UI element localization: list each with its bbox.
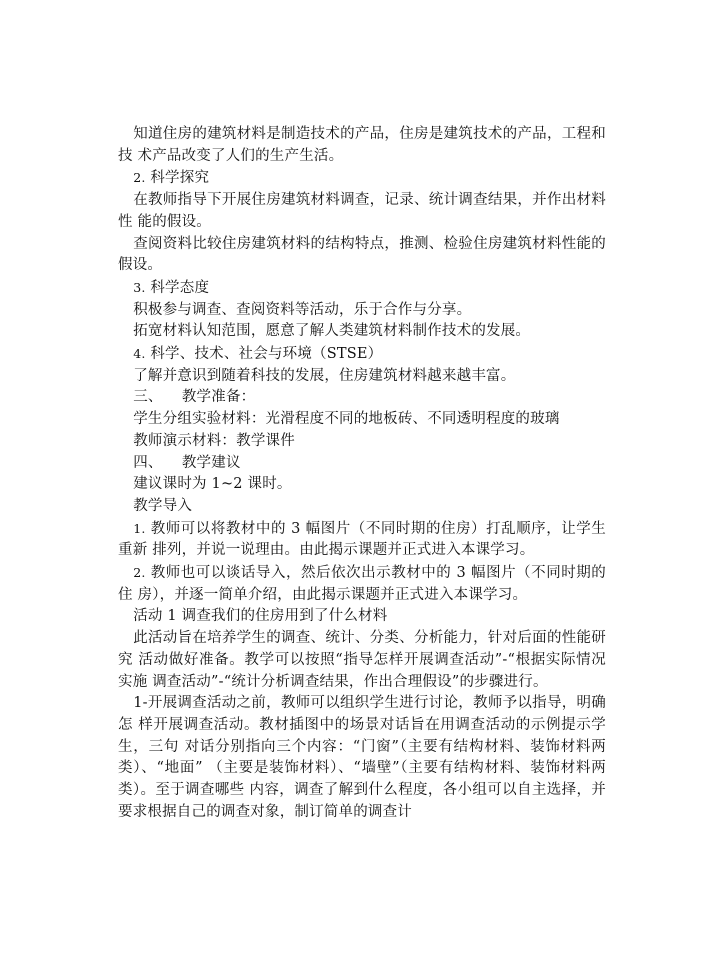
list-number: 4. bbox=[133, 346, 146, 362]
heading-text: 四、 教学建议 bbox=[133, 454, 241, 471]
paragraph-11 bbox=[118, 409, 606, 431]
paragraph-7 bbox=[118, 321, 606, 343]
paragraph-14 bbox=[118, 474, 606, 496]
heading-teaching-suggestions bbox=[118, 453, 606, 475]
paragraph-20 bbox=[118, 693, 606, 823]
list-number: 1. bbox=[133, 520, 146, 536]
heading-teaching-preparation bbox=[118, 387, 606, 409]
paragraph-12 bbox=[118, 431, 606, 453]
heading-text: 科学、技术、社会与环境（STSE） bbox=[145, 346, 383, 363]
heading-lesson-intro bbox=[118, 496, 606, 518]
heading-text: 活动 1 调查我们的住房用到了什么材料 bbox=[133, 608, 388, 625]
paragraph-16 bbox=[118, 518, 606, 562]
paragraph-text: 积极参与调查、查阅资料等活动，乐于合作与分享。 bbox=[133, 301, 472, 318]
paragraph-text: 教师可以将教材中的 3 幅图片（不同时期的住房）打乱顺序，让学生重新 排列，并说一说理由。由此揭示课题并正式进入本课学习。 bbox=[118, 520, 606, 559]
paragraph-3 bbox=[118, 190, 606, 233]
heading-science-attitude bbox=[118, 277, 606, 300]
paragraph-text: 教师也可以谈话导入，然后依次出示教材中的 3 幅图片（不同时期的住 房），并逐一简单介绍，由此揭示课题并正式进入本课学习。 bbox=[118, 565, 606, 603]
paragraph-19 bbox=[118, 628, 606, 693]
paragraph-6 bbox=[118, 300, 606, 322]
paragraph-text: 知道住房的建筑材料是制造技术的产品，住房是建筑技术的产品，工程和技 术产品改变了人们的生产生活。 bbox=[118, 126, 606, 164]
list-number: 2. bbox=[133, 565, 146, 581]
paragraph-text: 拓宽材料认知范围，愿意了解人类建筑材料制作技术的发展。 bbox=[133, 323, 531, 340]
paragraph-4 bbox=[118, 234, 606, 277]
paragraph-text: 教师演示材料：教学课件 bbox=[133, 432, 295, 449]
heading-science-inquiry bbox=[118, 167, 606, 190]
paragraph-text: 学生分组实验材料：光滑程度不同的地板砖、不同透明程度的玻璃 bbox=[133, 411, 560, 428]
paragraph-text: 1-开展调查活动之前，教师可以组织学生进行讨论，教师予以指导，明确怎 样开展调查活动。教材插图中的场景对话旨在用调查活动的示例提示学生，三句 对话分别指向三个内容：“门窗”（主要有结构材料、装饰材料两类）、“地面” （主要是装饰材料）、“墙壁”（主要有结构材料、装饰材料两类）。至于调查哪些 内容，调查了解到什么程度，各小组可以自主选择，并要求根据自己的调查对象，制订简单的调查计 bbox=[118, 695, 606, 820]
paragraph-text: 查阅资料比较住房建筑材料的结构特点，推测、检验住房建筑材料性能的 假设。 bbox=[118, 235, 606, 274]
heading-activity-1 bbox=[118, 606, 606, 628]
paragraph-17 bbox=[118, 562, 606, 606]
heading-text: 科学态度 bbox=[145, 279, 210, 296]
heading-text: 三、 教学准备： bbox=[133, 389, 256, 406]
paragraph-text: 在教师指导下开展住房建筑材料调查，记录、统计调查结果，并作出材料性 能的假设。 bbox=[118, 192, 606, 230]
paragraph-text: 此活动旨在培养学生的调查、统计、分类、分析能力，针对后面的性能研究 活动做好准备。教学可以按照“指导怎样开展调查活动”-“根据实际情况实施 调查活动”-“统计分析调查结果，作出合理假设”的步骤进行。 bbox=[118, 630, 606, 690]
heading-text: 科学探究 bbox=[145, 170, 210, 187]
paragraph-text: 建议课时为 1~2 课时。 bbox=[133, 476, 292, 493]
heading-stse bbox=[118, 343, 606, 366]
list-number: 2. bbox=[133, 170, 146, 186]
paragraph-1 bbox=[118, 124, 606, 167]
heading-text: 教学导入 bbox=[133, 497, 193, 514]
paragraph-text: 了解并意识到随着科技的发展，住房建筑材料越来越丰富。 bbox=[133, 367, 516, 384]
paragraph-9 bbox=[118, 366, 606, 388]
document-body bbox=[118, 124, 606, 824]
list-number: 3. bbox=[133, 279, 146, 295]
